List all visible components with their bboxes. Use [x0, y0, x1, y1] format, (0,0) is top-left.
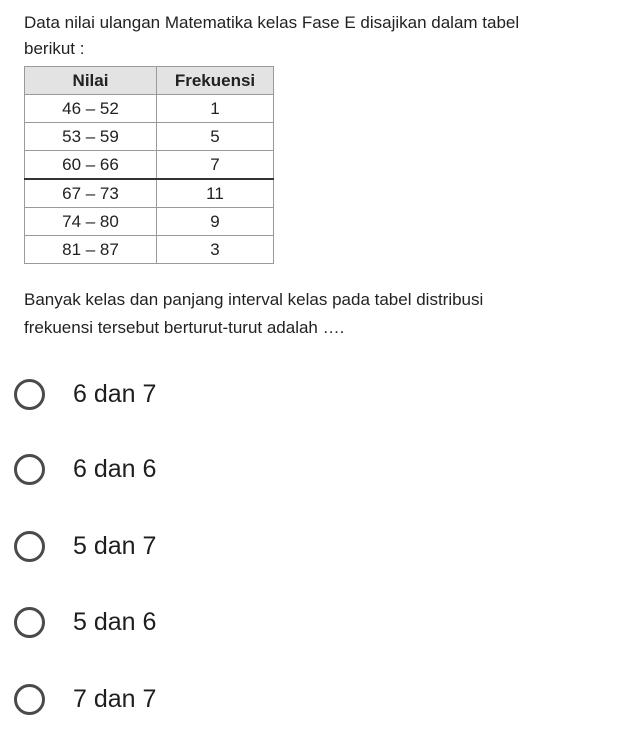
intro-text — [24, 10, 634, 62]
cell-frekuensi: 7 — [157, 151, 274, 180]
intro-line-2: berikut : — [24, 39, 85, 58]
table-row — [25, 208, 274, 236]
header-nilai: Nilai — [25, 67, 157, 95]
radio-button-icon[interactable] — [14, 531, 45, 562]
option-label: 6 dan 7 — [73, 379, 157, 408]
radio-button-icon[interactable] — [14, 454, 45, 485]
cell-frekuensi: 11 — [157, 179, 274, 208]
answer-option-5[interactable] — [14, 680, 156, 718]
radio-button-icon[interactable] — [14, 379, 45, 410]
answer-option-1[interactable] — [14, 375, 156, 413]
answer-option-2[interactable] — [14, 450, 156, 488]
cell-nilai: 74 – 80 — [25, 208, 157, 236]
cell-nilai: 53 – 59 — [25, 123, 157, 151]
cell-frekuensi: 5 — [157, 123, 274, 151]
option-label: 5 dan 6 — [73, 607, 157, 636]
option-label: 7 dan 7 — [73, 684, 157, 713]
question-text — [24, 286, 634, 342]
cell-frekuensi: 9 — [157, 208, 274, 236]
cell-nilai: 67 – 73 — [25, 179, 157, 208]
frequency-table — [24, 66, 274, 264]
cell-frekuensi: 3 — [157, 236, 274, 264]
table-row — [25, 123, 274, 151]
table-row — [25, 95, 274, 123]
intro-line-1: Data nilai ulangan Matematika kelas Fase E disajikan dalam tabel — [24, 13, 520, 32]
question-line-2: frekuensi tersebut berturut-turut adalah …. — [24, 318, 345, 337]
table-row — [25, 151, 274, 180]
radio-button-icon[interactable] — [14, 684, 45, 715]
cell-frekuensi: 1 — [157, 95, 274, 123]
table-header-row — [25, 67, 274, 95]
cell-nilai: 46 – 52 — [25, 95, 157, 123]
answer-option-3[interactable] — [14, 527, 156, 565]
answer-option-4[interactable] — [14, 603, 156, 641]
radio-button-icon[interactable] — [14, 607, 45, 638]
header-frekuensi: Frekuensi — [157, 67, 274, 95]
option-label: 6 dan 6 — [73, 454, 157, 483]
table-row — [25, 179, 274, 208]
option-label: 5 dan 7 — [73, 531, 157, 560]
question-line-1: Banyak kelas dan panjang interval kelas pada tabel distribusi — [24, 290, 484, 309]
table-row — [25, 236, 274, 264]
cell-nilai: 81 – 87 — [25, 236, 157, 264]
cell-nilai: 60 – 66 — [25, 151, 157, 180]
